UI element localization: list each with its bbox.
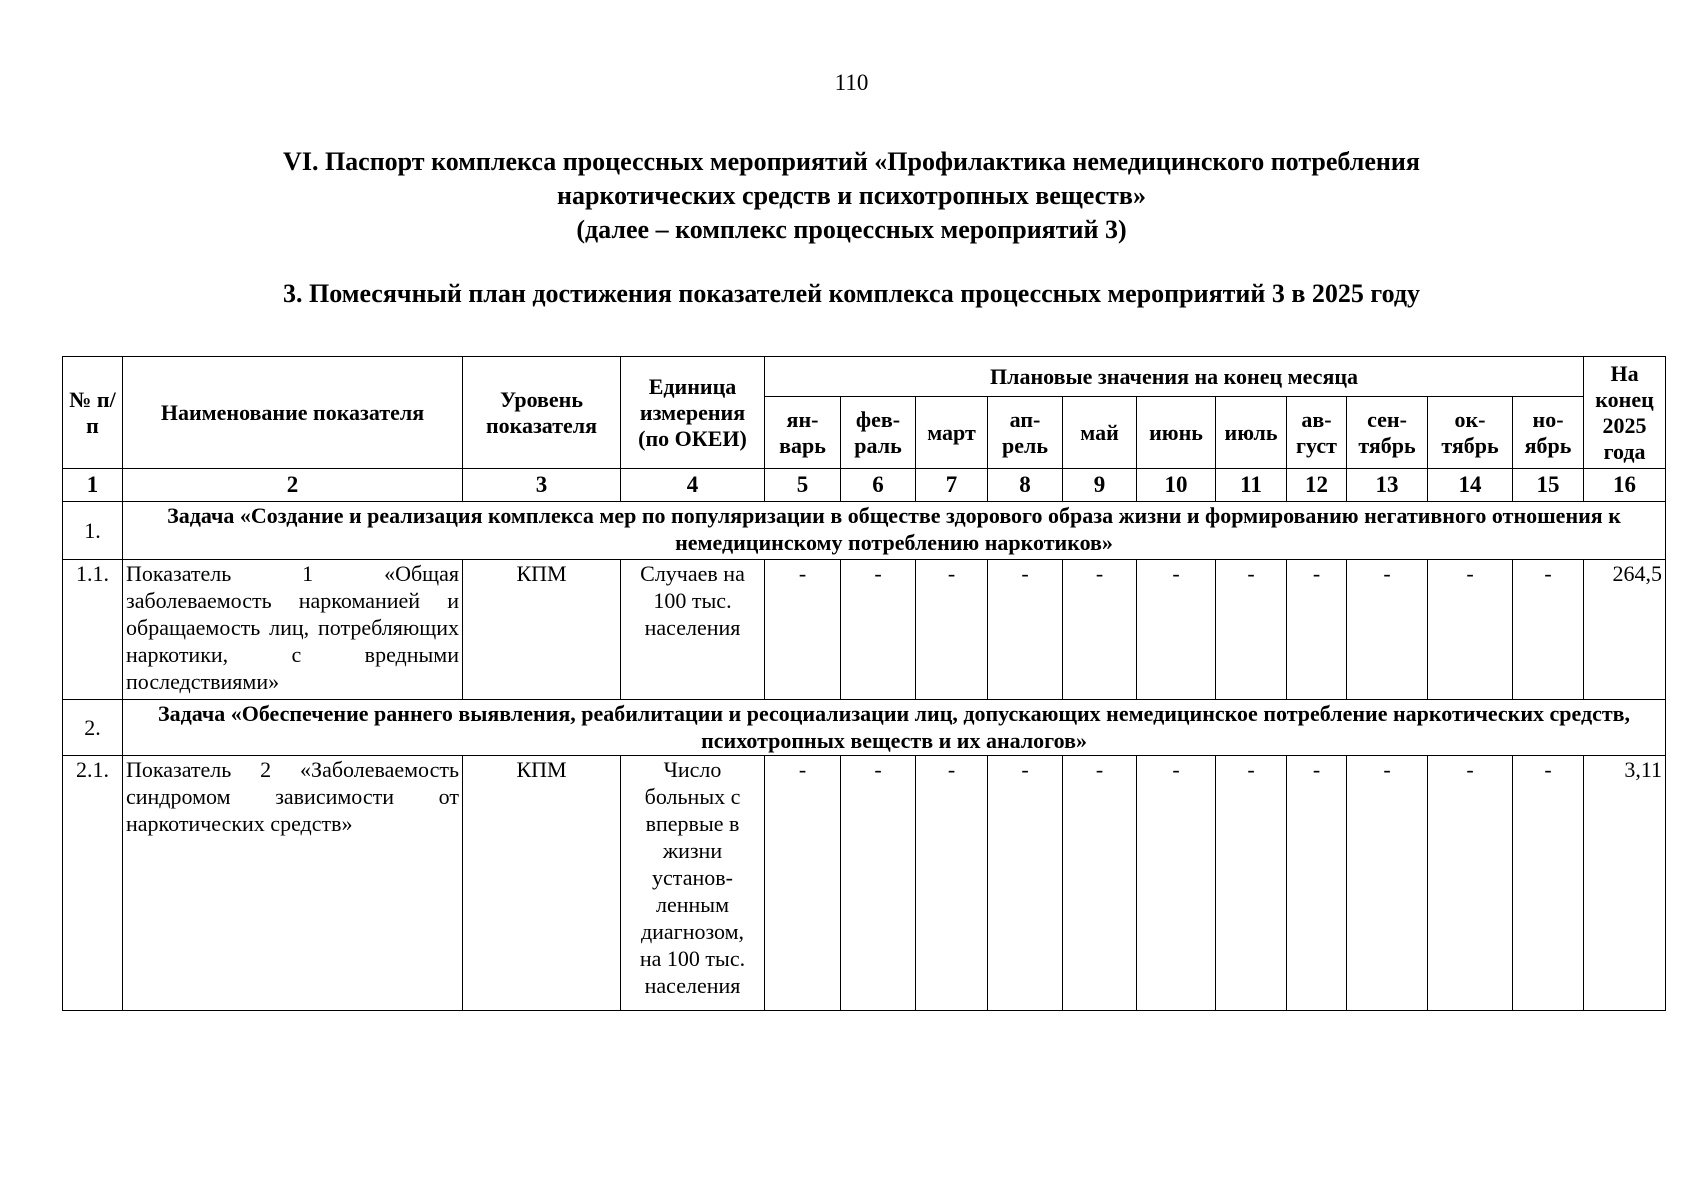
column-number: 5 xyxy=(765,469,841,502)
indicator-unit: Случаев на 100 тыс. населения xyxy=(621,560,765,700)
monthly-value: - xyxy=(988,756,1063,1011)
monthly-value: - xyxy=(1063,756,1137,1011)
task-row xyxy=(63,502,1666,560)
header-month: ок- тябрь xyxy=(1428,397,1513,469)
monthly-value: - xyxy=(1428,756,1513,1011)
header-month: сен- тябрь xyxy=(1347,397,1428,469)
header-line-1: VI. Паспорт комплекса процессных мероприятий «Профилактика немедицинского потребления xyxy=(283,147,1420,176)
column-number: 6 xyxy=(841,469,916,502)
document-header xyxy=(0,145,1703,247)
monthly-value: - xyxy=(1137,756,1216,1011)
monthly-value: - xyxy=(1428,560,1513,700)
header-planned-values: Плановые значения на конец месяца xyxy=(765,357,1584,397)
column-number: 16 xyxy=(1584,469,1666,502)
monthly-value: - xyxy=(1347,756,1428,1011)
monthly-value: - xyxy=(1287,756,1347,1011)
indicator-row xyxy=(63,560,1666,700)
monthly-value: - xyxy=(765,756,841,1011)
header-month: май xyxy=(1063,397,1137,469)
monthly-value: - xyxy=(841,560,916,700)
header-line-2: наркотических средств и психотропных веществ» xyxy=(557,181,1146,210)
monthly-value: - xyxy=(765,560,841,700)
end-of-year-value: 264,5 xyxy=(1584,560,1666,700)
header-unit: Единица измерения (по ОКЕИ) xyxy=(621,357,765,469)
header-name: Наименование показателя xyxy=(123,357,463,469)
indicator-row xyxy=(63,756,1666,1011)
monthly-value: - xyxy=(1287,560,1347,700)
indicator-number: 2.1. xyxy=(63,756,123,1011)
indicator-name: Показатель 1 «Общая заболеваемость наркоманией и обращаемость лиц, потребляющих наркотики, с вредными последствиями» xyxy=(123,560,463,700)
task-title: Задача «Обеспечение раннего выявления, реабилитации и ресоциализации лиц, допускающих немедицинское потребление наркотических средств, психотропных веществ и их аналогов» xyxy=(123,700,1666,756)
column-number: 11 xyxy=(1216,469,1287,502)
column-number: 15 xyxy=(1513,469,1584,502)
monthly-value: - xyxy=(988,560,1063,700)
monthly-value: - xyxy=(841,756,916,1011)
header-num: № п/п xyxy=(63,357,123,469)
header-level: Уровень показателя xyxy=(463,357,621,469)
page-number: 110 xyxy=(834,70,869,95)
indicator-name: Показатель 2 «Заболеваемость синдромом зависимости от наркотических средств» xyxy=(123,756,463,1011)
column-number: 8 xyxy=(988,469,1063,502)
task-number: 2. xyxy=(63,700,123,756)
column-number: 2 xyxy=(123,469,463,502)
column-number: 4 xyxy=(621,469,765,502)
monthly-value: - xyxy=(1137,560,1216,700)
column-number: 1 xyxy=(63,469,123,502)
monthly-value: - xyxy=(916,756,988,1011)
indicator-level: КПМ xyxy=(463,756,621,1011)
section-title: 3. Помесячный план достижения показателей комплекса процессных мероприятий 3 в 2025 году xyxy=(283,279,1420,308)
column-number: 7 xyxy=(916,469,988,502)
column-number: 14 xyxy=(1428,469,1513,502)
indicator-level: КПМ xyxy=(463,560,621,700)
end-of-year-value: 3,11 xyxy=(1584,756,1666,1011)
indicator-number: 1.1. xyxy=(63,560,123,700)
header-month: март xyxy=(916,397,988,469)
column-number: 9 xyxy=(1063,469,1137,502)
task-number: 1. xyxy=(63,502,123,560)
monthly-value: - xyxy=(1216,560,1287,700)
monthly-value: - xyxy=(1347,560,1428,700)
header-end-of-year: На конец 2025 года xyxy=(1584,357,1666,469)
header-month: ян- варь xyxy=(765,397,841,469)
header-month: ап- рель xyxy=(988,397,1063,469)
monthly-value: - xyxy=(1216,756,1287,1011)
indicator-unit: Число больных с впервые в жизни установ-ленным диагнозом, на 100 тыс. населения xyxy=(621,756,765,1011)
header-month: но- ябрь xyxy=(1513,397,1584,469)
column-number: 3 xyxy=(463,469,621,502)
monthly-value: - xyxy=(916,560,988,700)
task-row xyxy=(63,700,1666,756)
column-number: 12 xyxy=(1287,469,1347,502)
task-title: Задача «Создание и реализация комплекса мер по популяризации в обществе здорового образа жизни и формированию негативного отношения к немедицинскому потреблению наркотиков» xyxy=(123,502,1666,560)
header-month: июнь xyxy=(1137,397,1216,469)
monthly-value: - xyxy=(1513,560,1584,700)
header-month: июль xyxy=(1216,397,1287,469)
header-month: ав- густ xyxy=(1287,397,1347,469)
column-number: 13 xyxy=(1347,469,1428,502)
header-month: фев- раль xyxy=(841,397,916,469)
header-line-3: (далее – комплекс процессных мероприятий 3) xyxy=(576,215,1127,244)
monthly-value: - xyxy=(1063,560,1137,700)
monthly-plan-table xyxy=(62,356,1666,1011)
monthly-value: - xyxy=(1513,756,1584,1011)
column-number: 10 xyxy=(1137,469,1216,502)
